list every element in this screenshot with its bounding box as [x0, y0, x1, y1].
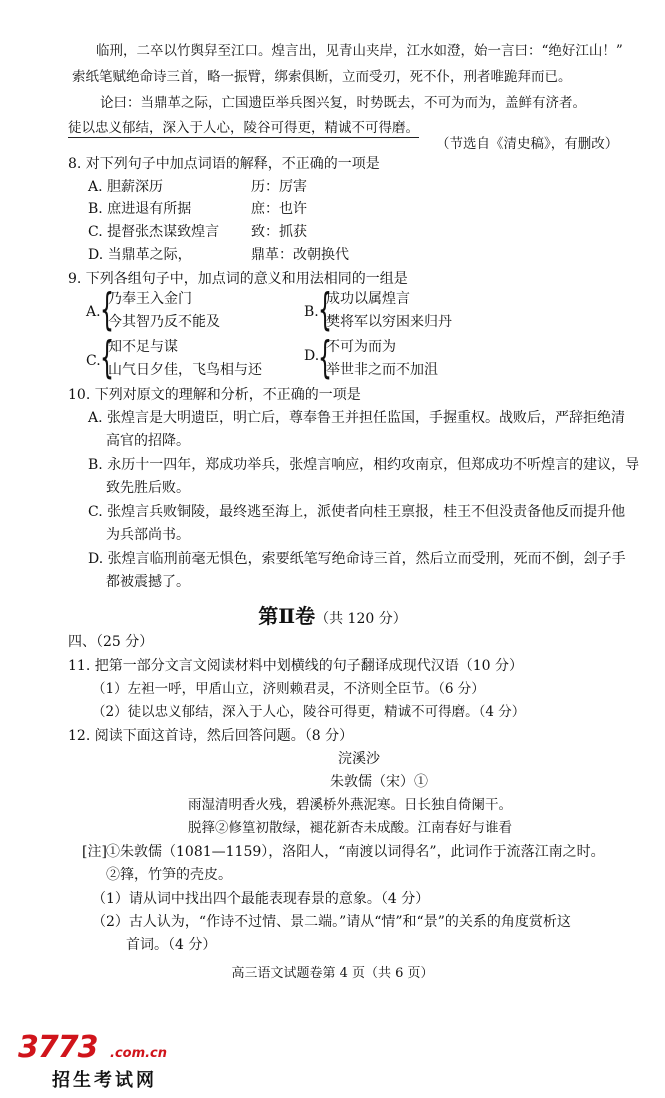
q8-gloss-d: 鼎革：改朝换代 — [251, 247, 349, 263]
q10-option-c-cont: 为兵部尚书。 — [106, 527, 190, 543]
q9-b2: 樊将军以穷困来归丹 — [326, 314, 452, 330]
logo-subtitle: 招生考试网 — [52, 1070, 157, 1091]
passage-line: 索纸笔赋绝命诗三首，略一振臂，绑索俱断，立而受刃，死不仆，刑者唯跪拜而已。 — [72, 69, 572, 85]
q9-a2: 今其智乃反不能及 — [108, 314, 220, 330]
source-note: （节选自《清史稿》，有删改） — [436, 136, 619, 152]
note-1: ①朱敦儒（1081—1159），洛阳人，“南渡以词得名”，此词作于流落江南之时。 — [106, 844, 605, 860]
underlined-sentence: 徒以忠义郁结，深入于人心，陵谷可得更，精诚不可得磨。 — [68, 120, 419, 136]
brace-icon: { — [100, 284, 114, 335]
brace-icon: { — [318, 332, 332, 383]
q10-option-a-cont: 高官的招降。 — [106, 433, 190, 449]
q12-sub-1: （1）请从词中找出四个最能表现春景的意象。（4 分） — [92, 891, 430, 907]
section-title — [0, 600, 665, 629]
q9-d1: 不可为而为 — [326, 339, 396, 355]
q8-option-a: A. 胆薪深历 — [88, 179, 164, 195]
poem-title: 浣溪沙 — [338, 751, 380, 767]
note-2: ②箨，竹笋的壳皮。 — [106, 867, 232, 883]
q10-option-b-cont: 致先胜后败。 — [106, 480, 190, 496]
q11-stem: 11. 把第一部分文言文阅读材料中划横线的句子翻译成现代汉语（10 分） — [68, 658, 523, 674]
q10-stem: 10. 下列对原文的理解和分析，不正确的一项是 — [68, 387, 361, 403]
q12-sub-2-cont: 首词。（4 分） — [126, 937, 217, 953]
q8-gloss-a: 历：厉害 — [251, 179, 307, 195]
q9-d2: 举世非之而不加沮 — [326, 362, 438, 378]
logo-domain: .com.cn — [110, 1046, 168, 1061]
q10-option-d-cont: 都被震撼了。 — [106, 574, 190, 590]
passage-line: 论曰：当鼎革之际，亡国遗臣举兵图兴复，时势既去，不可为而为，盖鲜有济者。 — [100, 95, 586, 111]
q9-b1: 成功以属煌言 — [326, 291, 410, 307]
section-score: （共 120 分） — [315, 611, 407, 627]
site-logo — [18, 1030, 178, 1092]
q11-sentence-1: （1）左袒一呼，甲盾山立，济则赖君灵，不济则全臣节。（6 分） — [92, 681, 485, 697]
q9-c1: 知不足与谋 — [108, 339, 178, 355]
q11-sentence-2: （2）徒以忠义郁结，深入于人心，陵谷可得更，精诚不可得磨。（4 分） — [92, 704, 526, 720]
q9-label-c: C. — [86, 353, 101, 369]
q8-option-b: B. 庶进退有所据 — [88, 201, 192, 217]
poem-line-2: 脱箨②修篁初散绿，褪花新杏未成酸。江南春好与谁看 — [188, 820, 512, 836]
q8-stem: 8. 对下列句子中加点词语的解释，不正确的一项是 — [68, 156, 380, 172]
q8-gloss-b: 庶：也许 — [251, 201, 307, 217]
passage-line: 临刑，二卒以竹舆舁至江口。煌言出，见青山夹岸，江水如澄，始一言曰：“绝好江山！” — [96, 43, 623, 59]
section-title-text: 第Ⅱ卷 — [258, 604, 316, 628]
brace-icon: { — [100, 332, 114, 383]
q9-label-d: D. — [304, 348, 320, 364]
q9-a1: 乃奉王入金门 — [108, 291, 192, 307]
q9-label-a: A. — [86, 304, 101, 320]
q12-stem: 12. 阅读下面这首诗，然后回答问题。（8 分） — [68, 728, 354, 744]
q10-option-d: D. 张煌言临刑前毫无惧色，索要纸笔写绝命诗三首，然后立而受刑，死而不倒，刽子手 — [88, 551, 626, 567]
q9-stem: 9. 下列各组句子中，加点词的意义和用法相同的一组是 — [68, 271, 408, 287]
logo-number: 3773 — [18, 1030, 98, 1065]
poem-author: 朱敦儒（宋）① — [330, 774, 428, 790]
q12-sub-2: （2）古人认为，“作诗不过情、景二端。”请从“情”和“景”的关系的角度赏析这 — [92, 914, 571, 930]
q8-gloss-c: 致：抓获 — [251, 224, 307, 240]
q9-label-b: B. — [304, 304, 319, 320]
q10-option-a: A. 张煌言是大明遗臣，明亡后，尊奉鲁王并担任监国，手握重权。战败后，严辞拒绝清 — [88, 410, 626, 426]
brace-icon: { — [318, 284, 332, 335]
q10-option-b: B. 永历十一四年，郑成功举兵，张煌言响应，相约攻南京，但郑成功不听煌言的建议，导 — [88, 457, 640, 473]
part-heading: 四、（25 分） — [68, 634, 154, 650]
q9-c2: 山气日夕佳，飞鸟相与还 — [108, 362, 262, 378]
q8-option-c: C. 提督张杰谋致煌言 — [88, 224, 220, 240]
poem-line-1: 雨湿清明香火残，碧溪桥外燕泥寒。日长独自倚阑干。 — [188, 797, 512, 813]
q8-option-d: D. 当鼎革之际， — [88, 247, 192, 263]
note-label: [注] — [82, 844, 107, 860]
q10-option-c: C. 张煌言兵败铜陵，最终逃至海上，派使者向桂王禀报，桂王不但没责备他反而提升他 — [88, 504, 626, 520]
page-footer: 高三语文试题卷第 4 页（共 6 页） — [231, 966, 434, 981]
